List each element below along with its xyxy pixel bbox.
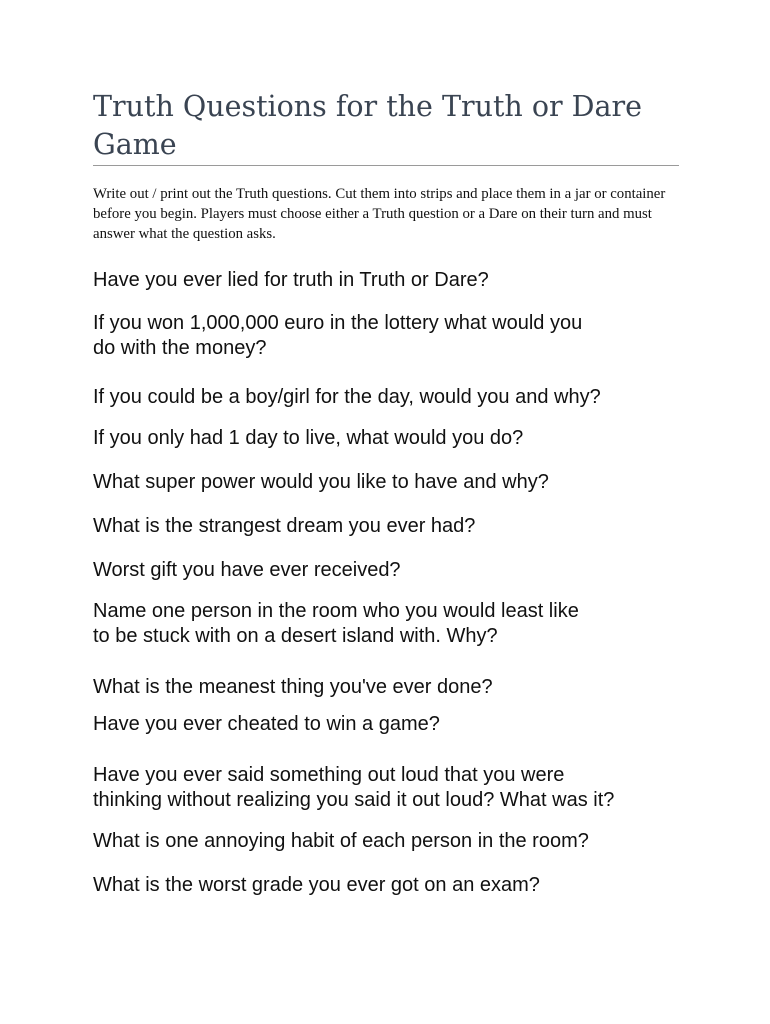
question-item: Have you ever lied for truth in Truth or Dare? [93,269,489,291]
question-item: Have you ever cheated to win a game? [93,713,440,735]
question-item: If you won 1,000,000 euro in the lottery what would you do with the money? [93,312,583,359]
question-item: If you only had 1 day to live, what would you do? [93,427,524,449]
question-item: Have you ever said something out loud that you were thinking without realizing you said it out loud? What was it? [93,764,615,811]
question-item: What is one annoying habit of each person in the room? [93,830,589,852]
question-item: What super power would you like to have and why? [93,471,549,493]
page-title: Truth Questions for the Truth or Dare Game [93,90,642,161]
question-item: What is the strangest dream you ever had? [93,515,476,537]
question-item: Name one person in the room who you would least like to be stuck with on a desert island with. Why? [93,600,579,647]
question-item: If you could be a boy/girl for the day, would you and why? [93,386,601,408]
question-item: Worst gift you have ever received? [93,559,401,581]
question-item: What is the meanest thing you've ever done? [93,676,493,698]
title-divider [93,165,679,166]
question-item: What is the worst grade you ever got on an exam? [93,874,540,896]
intro-paragraph: Write out / print out the Truth questions. Cut them into strips and place them in a jar or container before you begin. Players must choose either a Truth question or a Dare on their turn and must answer what the question asks. [93,186,666,242]
